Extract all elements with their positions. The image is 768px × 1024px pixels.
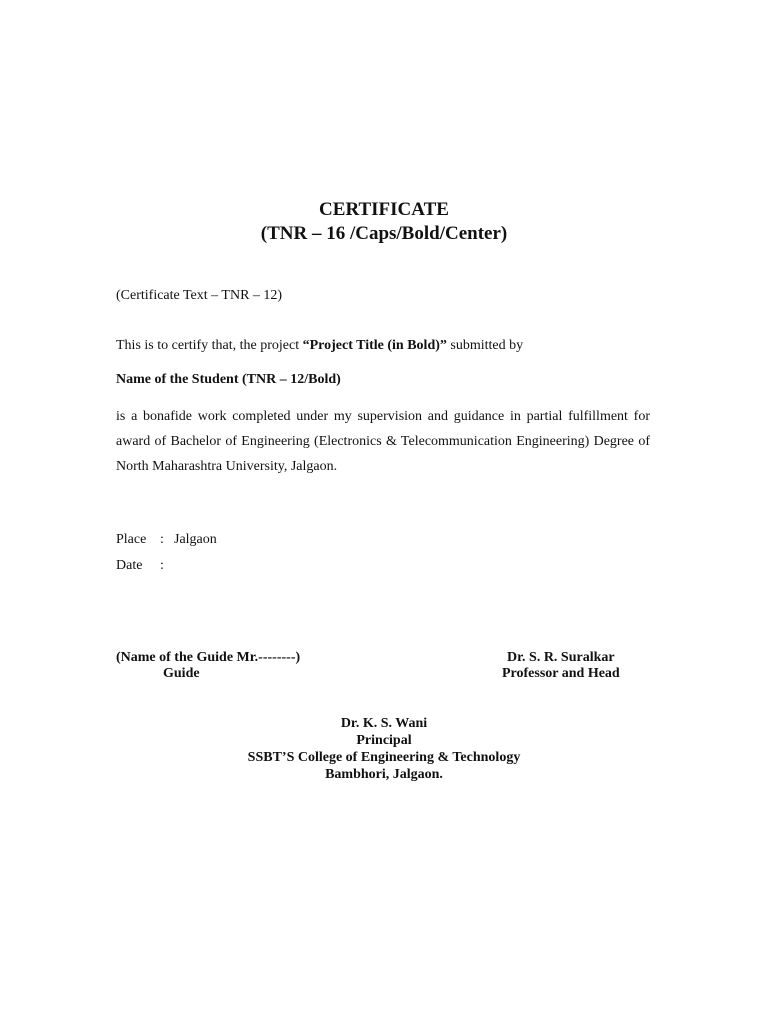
certify-suffix: submitted by <box>446 338 524 353</box>
certificate-text-note: (Certificate Text – TNR – 12) <box>116 288 283 303</box>
principal-name: Dr. K. S. Wani <box>340 716 428 731</box>
guide-name: (Name of the Guide Mr.--------) <box>116 650 301 665</box>
guide-title: Guide <box>163 666 200 681</box>
certificate-subtitle: (TNR – 16 /Caps/Bold/Center) <box>260 223 508 244</box>
date-colon: : <box>160 558 164 573</box>
place-label: Place <box>116 532 147 547</box>
principal-title: Principal <box>356 733 412 748</box>
college-location: Bambhori, Jalgaon. <box>325 767 443 782</box>
project-title: “Project Title (in Bold)” <box>302 338 447 353</box>
head-name: Dr. S. R. Suralkar <box>507 650 615 665</box>
certify-line <box>116 338 523 354</box>
certify-prefix: This is to certify that, the project <box>116 338 303 353</box>
student-name: Name of the Student (TNR – 12/Bold) <box>116 372 341 387</box>
certificate-paragraph: is a bonafide work completed under my supervision and guidance in partial fulfillment for award of Bachelor of Engineering (Electronics & Telecommunication Engineering) Degree of North Maharashtra University, Jalgaon. <box>116 409 650 474</box>
place-value: Jalgaon <box>174 532 217 547</box>
date-label: Date <box>116 558 143 573</box>
place-colon: : <box>160 532 164 547</box>
head-title: Professor and Head <box>502 666 620 681</box>
certificate-title: CERTIFICATE <box>319 199 449 220</box>
college-name: SSBT’S College of Engineering & Technology <box>247 750 521 765</box>
